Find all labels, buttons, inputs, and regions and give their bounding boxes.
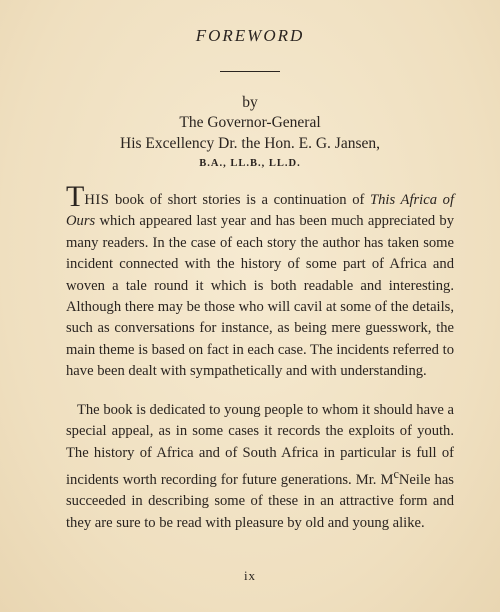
page-number: ix xyxy=(243,568,257,583)
byline-by: by xyxy=(242,94,258,111)
byline-degrees: B.A., LL.B., LL.D. xyxy=(199,158,301,169)
paragraph-1-text-b: which appeared last year and has been much appreciated by many readers. In the case of each story the author has taken some incident connected with the history of some part of Africa and woven a tale round it which is both readable and interesting. Although there may be those who will cavil at some of the details, such as conversations for instance, as being mere guesswork, the main theme is based on fact in each case. The incidents referred to have been dealt with sympathetically and with understanding. xyxy=(66,213,454,380)
paragraph-1-text-a: book of short stories is a continuation of xyxy=(109,192,371,208)
paragraph-2-text-b: Neile has succeeded in describing some of these in an attractive form and they are sure to be read with pleasure by old and young alike. xyxy=(66,472,454,531)
paragraph-2 xyxy=(66,400,454,534)
title-divider xyxy=(220,71,280,72)
paragraph-1 xyxy=(66,180,454,383)
opening-word: HIS xyxy=(84,192,110,208)
book-title-italic: This Africa of Ours xyxy=(66,192,454,230)
byline-name: His Excellency Dr. the Hon. E. G. Jansen, xyxy=(120,135,380,152)
drop-cap: T xyxy=(66,180,85,213)
paragraph-2-text-a: The book is dedicated to young people to whom it should have a special appeal, as in some cases it records the exploits of youth. The history of Africa and of South Africa in particular is full of incidents worth recording for future generations. Mr. M xyxy=(66,402,454,489)
superscript-c: c xyxy=(393,467,399,482)
byline-role: The Governor-General xyxy=(179,114,321,131)
page-title: FOREWORD xyxy=(195,26,305,45)
